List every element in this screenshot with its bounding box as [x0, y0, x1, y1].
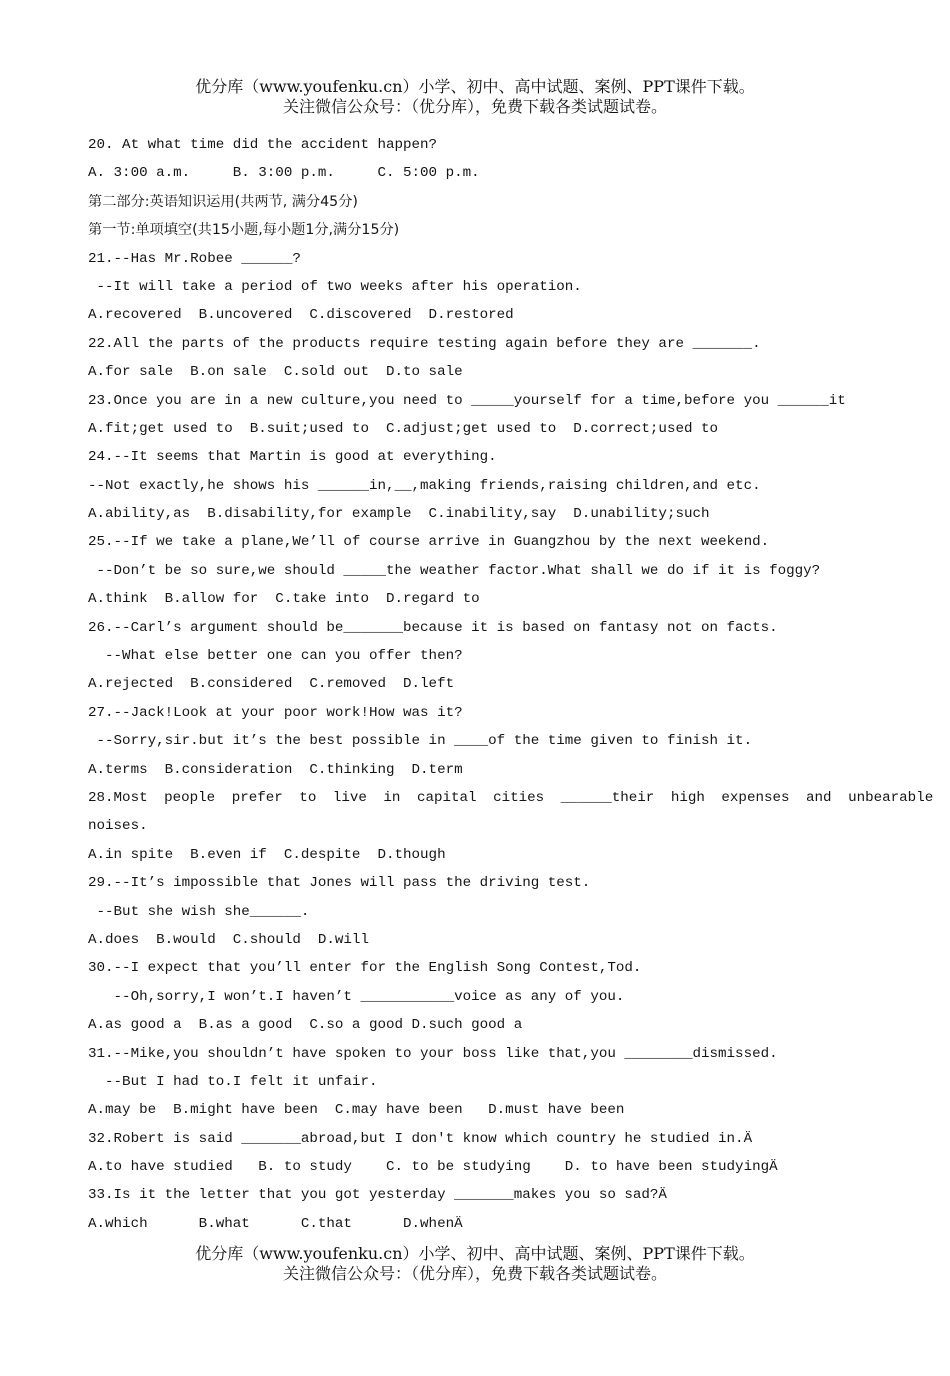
question-26-reply: --What else better one can you offer then? [88, 648, 463, 665]
question-24: 24.--It seems that Martin is good at everything. [88, 449, 497, 466]
options-20: A. 3:00 a.m. B. 3:00 p.m. C. 5:00 p.m. [88, 165, 480, 182]
question-32: 32.Robert is said _______abroad,but I don't know which country he studied in.Ä [88, 1130, 753, 1147]
header-line-2: 关注微信公众号：（优分库），免费下载各类试题试卷。 [282, 97, 667, 116]
question-27: 27.--Jack!Look at your poor work!How was it? [88, 704, 463, 721]
options-30: A.as good a B.as a good C.so a good D.such good a [88, 1017, 523, 1034]
footer-line-1: 优分库（www.youfenku.cn）小学、初中、高中试题、案例、PPT课件下载。 [195, 1244, 755, 1263]
question-21: 21.--Has Mr.Robee ______? [88, 250, 301, 267]
question-25: 25.--If we take a plane,We’ll of course arrive in Guangzhou by the next weekend. [88, 534, 770, 551]
question-28-cont: noises. [88, 818, 148, 835]
question-20: 20. At what time did the accident happen? [88, 137, 438, 153]
options-24: A.ability,as B.disability,for example C.inability,say D.unability;such [88, 506, 710, 523]
page-footer [0, 1244, 950, 1284]
page-header [0, 77, 950, 117]
options-29: A.does B.would C.should D.will [88, 931, 369, 948]
options-33: A.which B.what C.that D.whenÄ [88, 1215, 463, 1232]
options-28: A.in spite B.even if C.despite D.though [88, 846, 446, 863]
options-22: A.for sale B.on sale C.sold out D.to sale [88, 364, 463, 381]
question-29: 29.--It’s impossible that Jones will pass the driving test. [88, 875, 591, 892]
question-22: 22.All the parts of the products require testing again before they are _______. [88, 335, 761, 352]
header-line-1: 优分库（www.youfenku.cn）小学、初中、高中试题、案例、PPT课件下载。 [195, 77, 755, 96]
question-27-reply: --Sorry,sir.but it’s the best possible in ____of the time given to finish it. [88, 733, 753, 750]
exam-content [88, 131, 934, 1238]
options-27: A.terms B.consideration C.thinking D.term [88, 761, 463, 778]
options-32: A.to have studied B. to study C. to be studying D. to have been studyingÄ [88, 1159, 778, 1176]
question-31: 31.--Mike,you shouldn’t have spoken to your boss like that,you ________dismissed. [88, 1045, 778, 1062]
options-25: A.think B.allow for C.take into D.regard to [88, 591, 480, 608]
question-26: 26.--Carl’s argument should be_______because it is based on fantasy not on facts. [88, 619, 778, 636]
question-21-reply: --It will take a period of two weeks after his operation. [88, 278, 582, 295]
footer-line-2: 关注微信公众号：（优分库），免费下载各类试题试卷。 [282, 1264, 667, 1283]
question-28: 28.Most people prefer to live in capital cities ______their high expenses and unbearable [88, 789, 934, 806]
question-23: 23.Once you are in a new culture,you need to _____yourself for a time,before you ______it [88, 392, 846, 409]
section-heading-part2: 第二部分:英语知识运用(共两节, 满分45分) [88, 193, 358, 210]
options-23: A.fit;get used to B.suit;used to C.adjust;get used to D.correct;used to [88, 420, 719, 437]
question-30-reply: --Oh,sorry,I won’t.I haven’t ___________voice as any of you. [88, 988, 625, 1005]
options-26: A.rejected B.considered C.removed D.left [88, 676, 455, 693]
section-heading-single-choice: 第一节:单项填空(共15小题,每小题1分,满分15分) [88, 222, 400, 239]
question-30: 30.--I expect that you’ll enter for the English Song Contest,Tod. [88, 960, 642, 977]
question-25-reply: --Don’t be so sure,we should _____the weather factor.What shall we do if it is foggy? [88, 562, 821, 579]
question-24-reply: --Not exactly,he shows his ______in,__,making friends,raising children,and etc. [88, 477, 761, 494]
question-29-reply: --But she wish she______. [88, 903, 310, 920]
options-21: A.recovered B.uncovered C.discovered D.restored [88, 307, 514, 324]
question-31-reply: --But I had to.I felt it unfair. [88, 1073, 378, 1090]
question-33: 33.Is it the letter that you got yesterday _______makes you so sad?Ä [88, 1187, 667, 1204]
options-31: A.may be B.might have been C.may have been D.must have been [88, 1102, 625, 1119]
